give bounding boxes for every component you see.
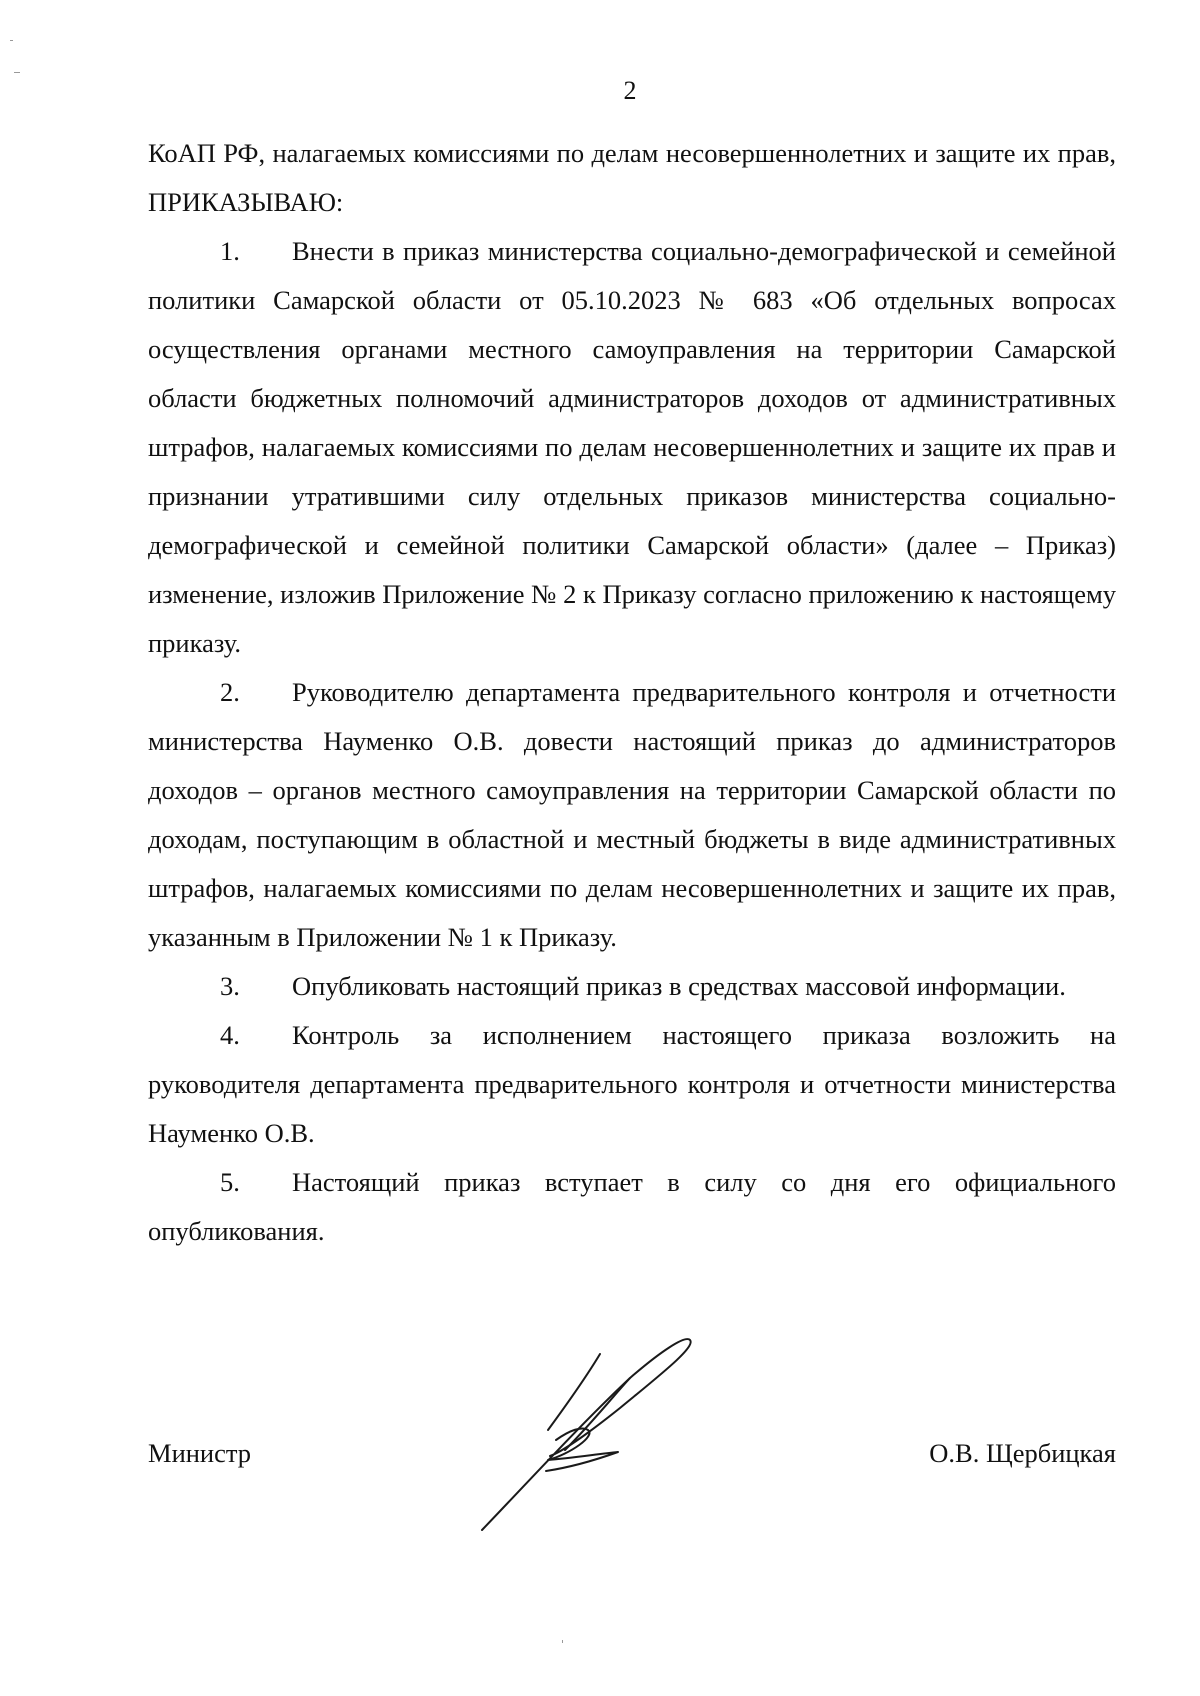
- list-item-text: Контроль за исполнением настоящего приказа возложить на руководителя департамента предварительного контроля и отчетности министерства Науменко О.В.: [148, 1020, 1116, 1148]
- list-item: [148, 227, 1116, 668]
- list-item: [148, 668, 1116, 962]
- list-item-text: Настоящий приказ вступает в силу со дня его официального опубликования.: [148, 1167, 1116, 1246]
- list-item-text: Внести в приказ министерства социально-демографической и семейной политики Самарской области от 05.10.2023 № 683 «Об отдельных вопросах осуществления органами местного самоуправления на территории Самарской области бюджетных полномочий администраторов доходов от административных штрафов, налагаемых комиссиями по делам несовершеннолетних и защите их прав и признании утратившими силу отдельных приказов министерства социально-демографической и семейной политики Самарской области» (далее – Приказ) изменение, изложив Приложение № 2 к Приказу согласно приложению к настоящему приказу.: [148, 236, 1116, 658]
- list-item-number: 5.: [220, 1167, 240, 1197]
- signatory-name: О.В. Щербицкая: [929, 1438, 1116, 1468]
- list-item: [148, 1158, 1116, 1256]
- list-item-text: Опубликовать настоящий приказ в средствах массовой информации.: [292, 971, 1066, 1001]
- signature-block: [148, 1438, 1116, 1478]
- scan-speck: [14, 72, 20, 73]
- list-item-number: 3.: [220, 971, 240, 1001]
- list-item-number: 1.: [220, 236, 240, 266]
- scan-speck: [10, 40, 13, 41]
- intro-paragraph: КоАП РФ, налагаемых комиссиями по делам несовершеннолетних и защите их прав, ПРИКАЗЫВАЮ:: [148, 138, 1116, 217]
- document-body: [148, 129, 1116, 1256]
- list-item-number: 4.: [220, 1020, 240, 1050]
- list-item-number: 2.: [220, 677, 240, 707]
- scan-speck: [562, 1640, 563, 1643]
- list-item: [148, 1011, 1116, 1158]
- page-number: 2: [623, 76, 637, 105]
- list-item-text: Руководителю департамента предварительного контроля и отчетности министерства Науменко О.В. довести настоящий приказ до администраторов доходов – органов местного самоуправления на территории Самарской области по доходам, поступающим в областной и местный бюджеты в виде административных штрафов, налагаемых комиссиями по делам несовершеннолетних и защите их прав, указанным в Приложении № 1 к Приказу.: [148, 677, 1116, 952]
- handwritten-signature: [470, 1330, 730, 1540]
- signatory-title: Министр: [148, 1438, 252, 1468]
- list-item: [148, 962, 1116, 1011]
